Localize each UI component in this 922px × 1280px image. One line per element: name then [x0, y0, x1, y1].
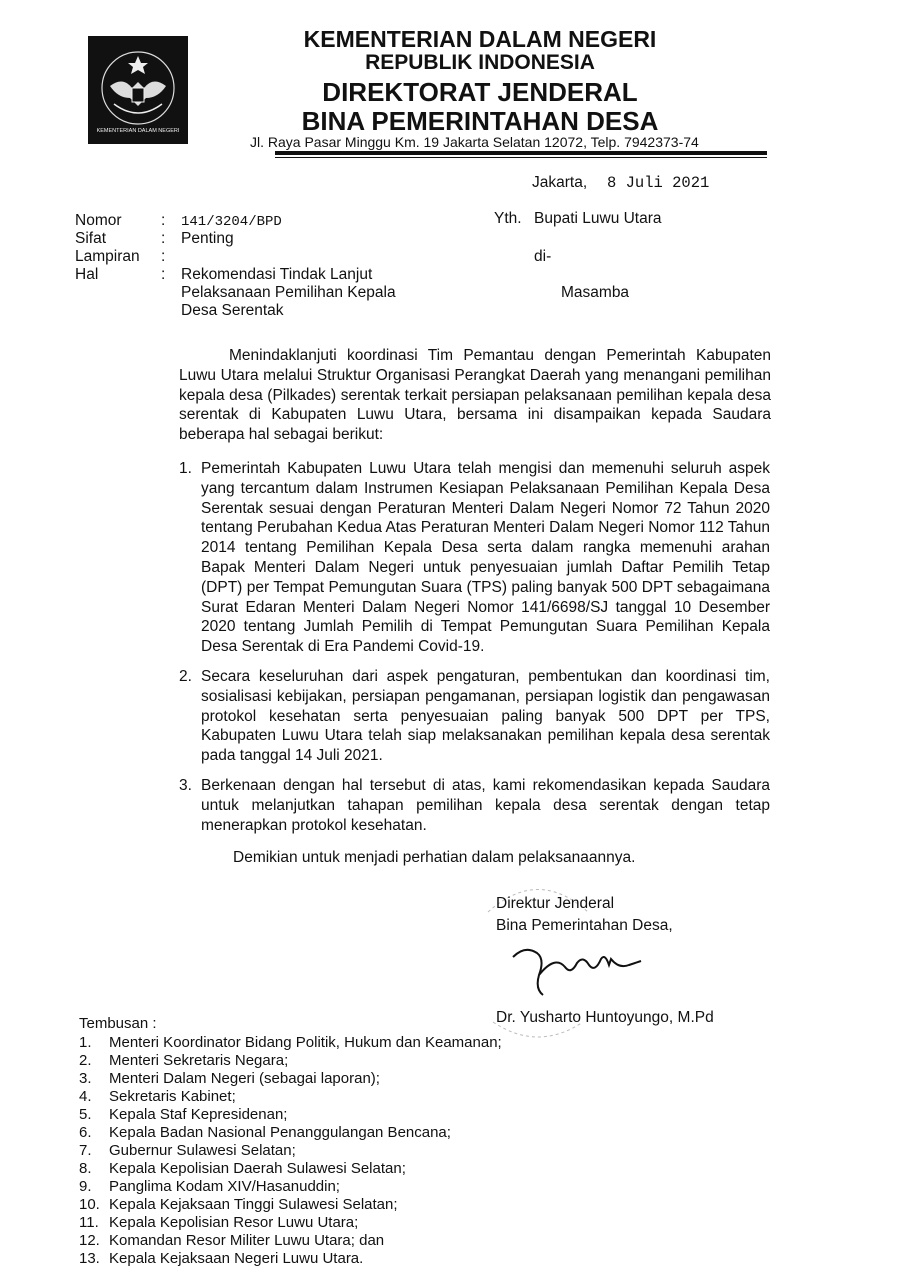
list-item: 2. Menteri Sekretaris Negara; [79, 1052, 289, 1069]
sifat-colon: : [161, 230, 166, 247]
ministry-logo [88, 36, 188, 144]
list-item: 4. Sekretaris Kabinet; [79, 1088, 236, 1105]
header-rule-thin [275, 157, 767, 158]
country-name: REPUBLIK INDONESIA [365, 51, 595, 74]
list-item: 9. Panglima Kodam XIV/Hasanuddin; [79, 1178, 340, 1195]
office-address: Jl. Raya Pasar Minggu Km. 19 Jakarta Selatan 12072, Telp. 7942373-74 [250, 134, 699, 150]
signatory-title-1: Direktur Jenderal [496, 895, 615, 912]
recipient-name: Bupati Luwu Utara [534, 210, 662, 227]
point-3-text: Berkenaan dengan hal tersebut di atas, kami rekomendasikan kepada Saudara untuk melanjutkan tahapan pemilihan kepala desa serentak dengan tetap menerapkan protokol kesehatan. [201, 777, 770, 834]
list-item: 6. Kepala Badan Nasional Penanggulangan Bencana; [79, 1124, 451, 1141]
nomor-colon: : [161, 212, 166, 229]
closing-sentence: Demikian untuk menjadi perhatian dalam pelaksanaannya. [233, 849, 636, 866]
place: Jakarta, [532, 174, 588, 191]
list-item: 10. Kepala Kejaksaan Tinggi Sulawesi Selatan; [79, 1196, 398, 1213]
lampiran-label: Lampiran [75, 248, 140, 265]
point-3-number: 3. [179, 777, 192, 794]
yth-label: Yth. [494, 210, 522, 227]
intro-paragraph: Menindaklanjuti koordinasi Tim Pemantau dengan Pemerintah Kabupaten Luwu Utara melalui Struktur Organisasi Perangkat Daerah yang menangani pemilihan kepala desa (Pilkades) serentak terkait persiapan pelaksanaan pemilihan kepala desa serentak di Kabupaten Luwu Utara, bersama ini disampaikan kepada Saudara beberapa hal sebagai berikut: [179, 347, 771, 444]
ministry-name: KEMENTERIAN DALAM NEGERI [303, 26, 657, 52]
hal-line-2: Pelaksanaan Pemilihan Kepala [181, 284, 396, 301]
point-2-text: Secara keseluruhan dari aspek pengaturan, pembentukan dan koordinasi tim, sosialisasi kebijakan, persiapan pengamanan, persiapan logistik dan pengawasan protokol kesehatan serta penyesuaian paling banyak 500 DPT per TPS, Kabupaten Luwu Utara telah siap melaksanakan pemilihan kepala desa serentak pada tanggal 14 Juli 2021. [201, 668, 770, 765]
header-rule-thick [275, 151, 767, 155]
list-item: 8. Kepala Kepolisian Daerah Sulawesi Selatan; [79, 1160, 406, 1177]
handwritten-signature [505, 935, 645, 1005]
sifat-value: Penting [181, 230, 234, 247]
tembusan-label: Tembusan : [79, 1015, 157, 1032]
directorate-name: DIREKTORAT JENDERAL [322, 77, 638, 107]
nomor-label: Nomor [75, 212, 122, 229]
sifat-label: Sifat [75, 230, 107, 247]
point-1-text: Pemerintah Kabupaten Luwu Utara telah mengisi dan memenuhi seluruh aspek yang tercantum dalam Instrumen Kesiapan Pelaksanaan Pemilihan Kepala Desa Serentak sesuai dengan Peraturan Menteri Dalam Negeri Nomor 72 Tahun 2020 tentang Perubahan Kedua Atas Peraturan Menteri Dalam Negeri Nomor 112 Tahun 2014 tentang Pemilihan Kepala Desa serta dalam rangka memenuhi arahan Bapak Menteri Dalam Negeri untuk penyesuaian jumlah Daftar Pemilih Tetap (DPT) per Tempat Pemungutan Suara (TPS) paling banyak 500 DPT sebagaimana Surat Edaran Menteri Dalam Negeri Nomor 141/6698/SJ tanggal 10 Desember 2020 tentang Jumlah Pemilih di Tempat Pemungutan Suara Pemilihan Kepala Desa Serentak di Era Pandemi Covid-19. [201, 460, 770, 656]
nomor-value: 141/3204/BPD [181, 214, 282, 230]
list-item: 5. Kepala Staf Kepresidenan; [79, 1106, 288, 1123]
signatory-name: Dr. Yusharto Huntoyungo, M.Pd [496, 1009, 714, 1026]
list-item: 7. Gubernur Sulawesi Selatan; [79, 1142, 296, 1159]
recipient-city: Masamba [561, 284, 630, 301]
signatory-title-2: Bina Pemerintahan Desa, [496, 917, 673, 934]
point-2-number: 2. [179, 668, 192, 685]
logo-text: KEMENTERIAN DALAM NEGERI [96, 128, 180, 134]
hal-colon: : [161, 266, 166, 283]
list-item: 3. Menteri Dalam Negeri (sebagai laporan); [79, 1070, 380, 1087]
list-item: 12. Komandan Resor Militer Luwu Utara; dan [79, 1232, 385, 1249]
recipient-di: di- [534, 248, 552, 265]
list-item: 13. Kepala Kejaksaan Negeri Luwu Utara. [79, 1250, 364, 1267]
directorate-subname: BINA PEMERINTAHAN DESA [301, 106, 659, 136]
letter-date: 8 Juli 2021 [607, 174, 710, 192]
hal-line-3: Desa Serentak [181, 302, 284, 319]
hal-label: Hal [75, 266, 99, 283]
lampiran-colon: : [161, 248, 166, 265]
list-item: 1. Menteri Koordinator Bidang Politik, Hukum dan Keamanan; [79, 1034, 502, 1051]
point-1-number: 1. [179, 460, 192, 477]
hal-line-1: Rekomendasi Tindak Lanjut [181, 266, 373, 283]
list-item: 11. Kepala Kepolisian Resor Luwu Utara; [79, 1214, 359, 1231]
